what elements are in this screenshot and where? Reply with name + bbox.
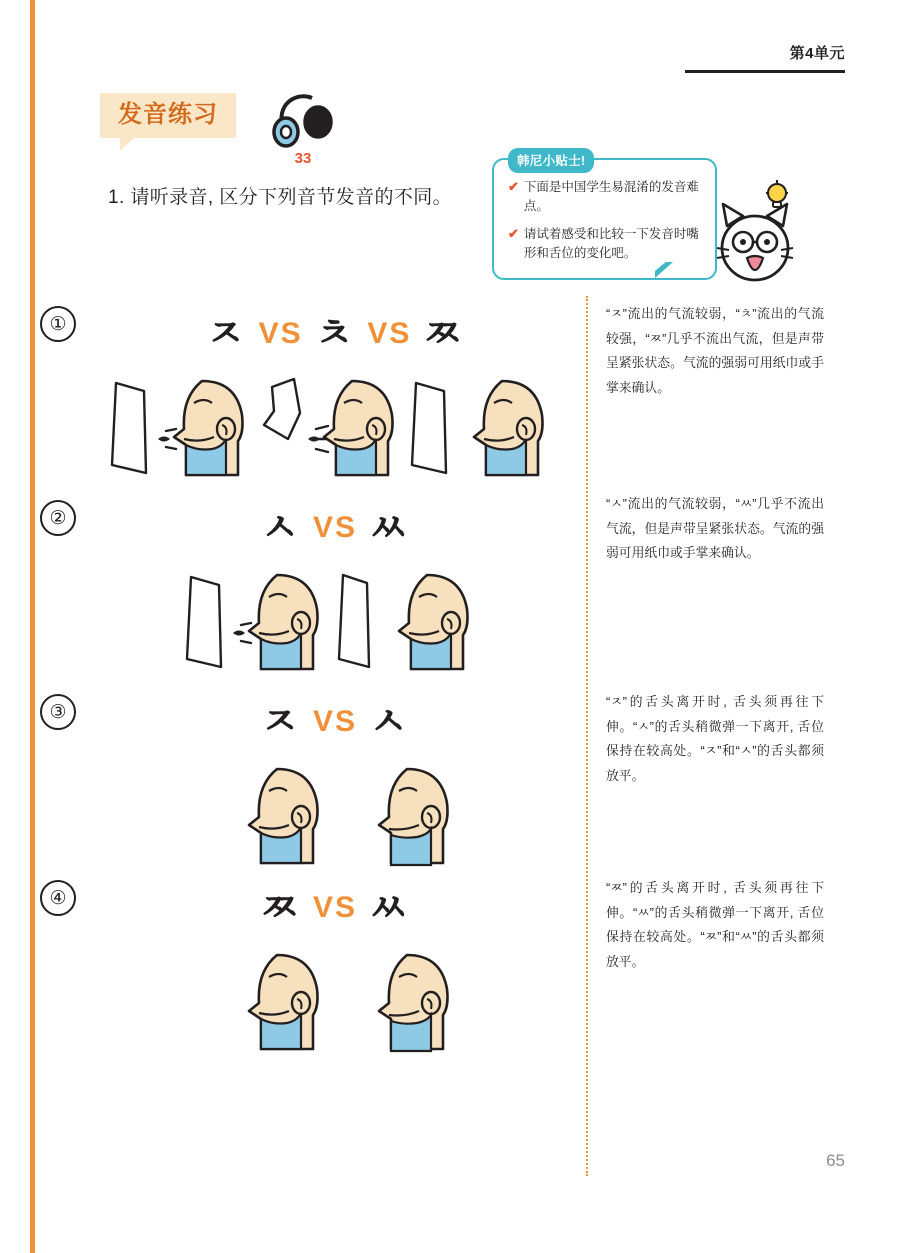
exercise-note: “ㅈ”流出的气流较弱，“ㅊ”流出的气流较强，“ㅉ”几乎不流出气流，但是声带呈紧张状态。气流的强弱可用纸巾或手掌来确认。 (606, 306, 824, 395)
tip-item (508, 178, 703, 217)
page-number: 65 (826, 1151, 845, 1170)
exercise-number: ④ (40, 880, 76, 916)
section-title-tail (120, 138, 134, 151)
syllable: ㅈ (206, 312, 247, 356)
vs-label: VS (367, 317, 412, 350)
head-diagram (185, 567, 335, 677)
exercise-note: “ㅉ”的舌头离开时, 舌头须再往下伸。“ㅆ”的舌头稍微弹一下离开, 舌位保持在较高处。“ㅉ”和“ㅆ”的舌头都须放平。 (606, 880, 824, 969)
syllable-row (100, 496, 570, 553)
head-diagram (335, 567, 485, 677)
exercise-number: ③ (40, 694, 76, 730)
head-diagram-row (100, 373, 570, 483)
vs-label: VS (258, 317, 303, 350)
syllable: ㅅ (260, 506, 301, 550)
syllable-row (100, 690, 570, 747)
head-diagram-row (100, 947, 570, 1057)
head-diagram (335, 761, 465, 871)
syllable: ㅅ (369, 700, 410, 744)
head-diagram-row (100, 761, 570, 871)
head-diagram-row (100, 567, 570, 677)
exercise-block-3 (100, 690, 570, 871)
left-margin-rule (30, 0, 35, 1253)
head-diagram (205, 947, 335, 1057)
track-number: 33 (294, 150, 312, 167)
tip-item-text: 请试着感受和比较一下发音时嘴形和舌位的变化吧。 (523, 226, 699, 261)
syllable: ㅉ (260, 886, 301, 930)
instruction-text: 1. 请听录音, 区分下列音节发音的不同。 (108, 187, 453, 208)
exercise-number: ② (40, 500, 76, 536)
check-icon: ✔ (508, 225, 519, 241)
head-diagram (260, 373, 410, 483)
exercise-note: “ㅈ”的舌头离开时, 舌头须再往下伸。“ㅅ”的舌头稍微弹一下离开, 舌位保持在较高处。“ㅈ”和“ㅅ”的舌头都须放平。 (606, 694, 824, 783)
head-diagram (335, 947, 465, 1057)
syllable: ㅉ (423, 312, 464, 356)
head-diagram (410, 373, 560, 483)
headphone-icon (272, 88, 334, 158)
page-title: 发音练习 (100, 93, 236, 138)
head-diagram (110, 373, 260, 483)
syllable: ㅈ (260, 700, 301, 744)
syllable-row (100, 302, 570, 359)
vs-label: VS (312, 891, 358, 924)
section-title-block (100, 93, 236, 151)
column-divider (586, 296, 588, 1176)
syllable: ㅆ (369, 886, 410, 930)
syllable: ㅊ (314, 312, 356, 356)
head-diagram (205, 761, 335, 871)
cat-mascot-icon (713, 196, 797, 286)
syllable: ㅆ (369, 506, 410, 550)
tip-bubble (492, 158, 717, 280)
vs-label: VS (312, 511, 358, 544)
exercise-number: ① (40, 306, 76, 342)
exercise-block-4 (100, 876, 570, 1057)
tip-bubble-tail-inner (655, 260, 668, 271)
exercise-block-2 (100, 496, 570, 677)
tip-label-badge: 韩尼小贴士! (508, 148, 594, 173)
exercise-block-1 (100, 302, 570, 483)
unit-header: 第4单元 (789, 45, 845, 62)
unit-header-underline (685, 70, 845, 73)
check-icon: ✔ (508, 179, 519, 194)
tip-item-text: 下面是中国学生易混淆的发音难点。 (523, 180, 699, 214)
vs-label: VS (312, 705, 358, 738)
exercise-note: “ㅅ”流出的气流较弱，“ㅆ”几乎不流出气流，但是声带呈紧张状态。气流的强弱可用纸巾或手掌来确认。 (606, 496, 824, 561)
syllable-row (100, 876, 570, 933)
tip-item (508, 225, 703, 264)
